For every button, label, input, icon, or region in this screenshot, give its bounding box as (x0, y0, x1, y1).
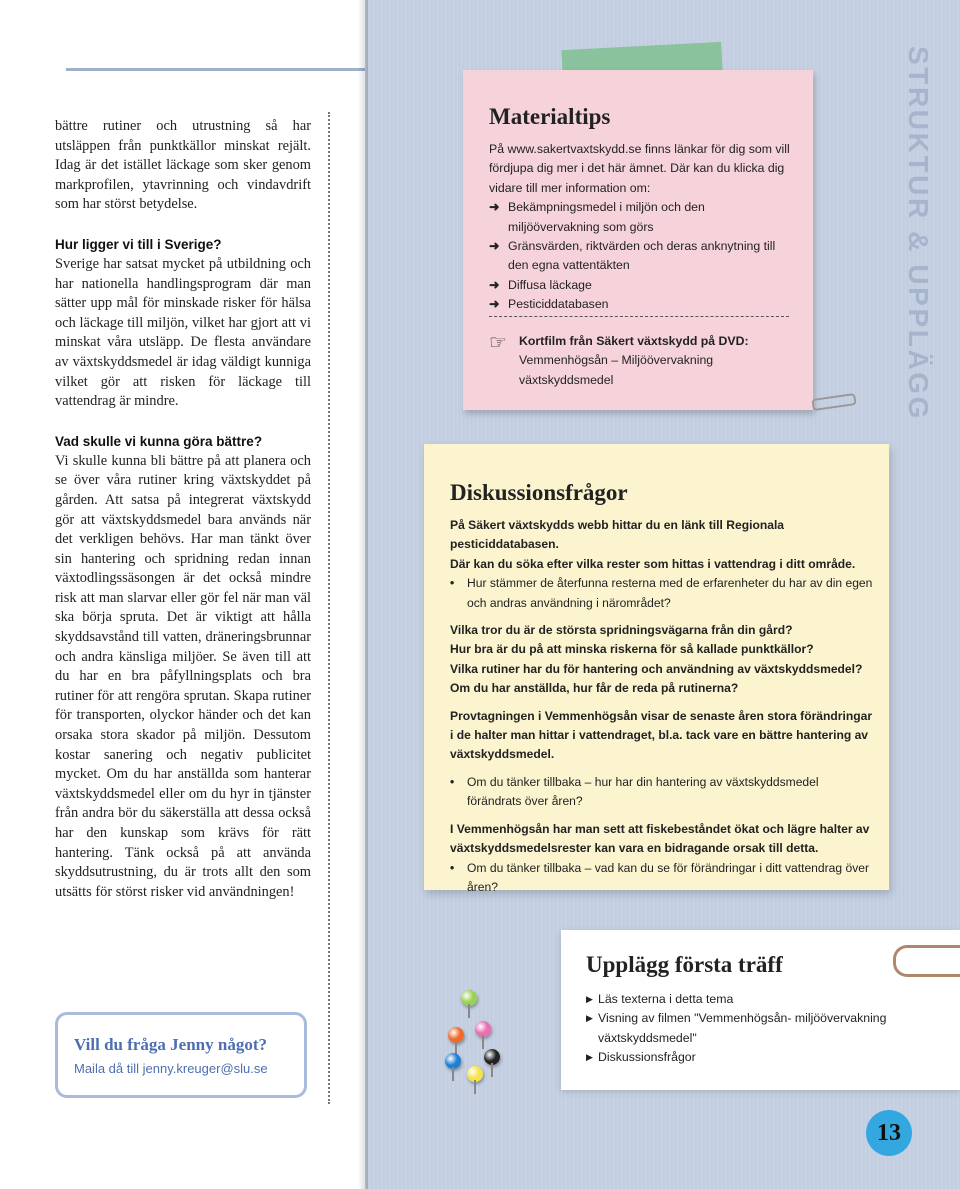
materialtips-note (463, 70, 813, 410)
dashed-divider (489, 316, 789, 317)
heading-improve: Vad skulle vi kunna göra bättre? (55, 433, 263, 449)
arrow-icon: ➜ (489, 277, 500, 292)
paragraph-3: Vi skulle kunna bli bättre på att planera och se över våra rutiner kring växtskyddet på gården. Att satsa på integrerat växtskydd gör att växtskyddsmedel bara används när det verkligen behövs. Har man tänkt över sin hantering och spridning redan innan växtodlingssäsongen är det också mindre risk att man slarvar eller gör fel när man väl ska börja spruta. Det är viktigt att hålla skyddsavstånd till vatten, dräneringsbrunnar och andra känsliga miljöer. Se även till att du har en bra påfyllningsplats och bra rutiner för att rengöra sprutan. Skapa rutiner för transporten, olyckor händer och det kan orsaka stora skador på miljön. Dessutom kostar sanering och negativ publicitet mycket. Om du har anställda som hanterar växtskyddsmedel eller om du hyr in tjänster från andra bör du säkerställa att dessa också har den kunskap som krävs för rätt hantering. Tänk också på att använda skyddsutrustning, du är trots allt den som utsätts för störst risker vid användningen! (55, 452, 311, 900)
materialtips-body (489, 140, 799, 315)
materialtips-item: ➜ Diffusa läckage (489, 276, 799, 295)
paperclip-icon (893, 945, 960, 977)
section-title (878, 46, 938, 436)
contact-box (55, 1012, 307, 1098)
discussion-intro-2: Där kan du söka efter vilka rester som hittas i vattendrag i ditt område. (450, 556, 856, 571)
dvd-title: Vemmenhögsån – Miljöövervakning växtskyddsmedel (519, 353, 714, 387)
discussion-bullet: • Om du tänker tillbaka – hur har din hantering av växtskyddsmedel förändrats över åren? (450, 773, 875, 812)
top-rule (66, 68, 365, 71)
page-fold-shadow (358, 0, 368, 1189)
pointing-hand-icon: ☞ (489, 332, 507, 354)
push-pin-icon (484, 1049, 500, 1065)
heading-sweden: Hur ligger vi till i Sverige? (55, 236, 222, 252)
bullet-icon: • (450, 576, 455, 591)
left-page (0, 0, 365, 1189)
dvd-label: Kortfilm från Säkert växtskydd på DVD: (519, 334, 749, 348)
materialtips-item: ➜ Pesticiddatabasen (489, 295, 799, 314)
arrow-icon: ➜ (489, 297, 500, 312)
push-pin-icon (475, 1021, 491, 1037)
question-1: Vilka tror du är de största spridningsvägarna från din gård? (450, 623, 793, 638)
triangle-icon: ▶ (586, 1013, 593, 1024)
article-text (55, 117, 311, 902)
upplagg-list (586, 990, 926, 1068)
push-pin-icon (461, 990, 477, 1006)
discussion-title: Diskussionsfrågor (450, 480, 628, 505)
paragraph-1: bättre rutiner och utrustning så har utsläppen från punktkällor minskat rejält. Idag är det istället läckage som sker genom markprofilen, ytavrinning och vindavdrift som har störst betydelse. (55, 118, 311, 213)
question-2: Hur bra är du på att minska riskerna för så kallade punktkällor? (450, 642, 814, 657)
arrow-icon: ➜ (489, 200, 500, 215)
materialtips-intro: På www.sakertvaxtskydd.se finns länkar för dig som vill fördjupa dig mer i det här ämnet. Där kan du klicka dig vidare till mer information om: (489, 142, 790, 195)
section-title-text: STRUKTUR & UPPLÄGG (903, 46, 934, 422)
discussion-bullet: • Hur stämmer de återfunna resterna med de erfarenheter du har av din egen och andras användning i närområdet? (450, 574, 875, 613)
triangle-icon: ▶ (586, 1052, 593, 1063)
dvd-info (489, 332, 799, 390)
discussion-paragraph-3: I Vemmenhögsån har man sett att fiskebeståndet ökat och lägre halter av växtskyddsmedelsrester kan vara en bidragande orsak till detta. (450, 821, 870, 856)
question-4: Om du har anställda, hur får de reda på rutinerna? (450, 681, 739, 696)
upplagg-item: ▶ Diskussionsfrågor (586, 1048, 926, 1067)
discussion-intro-1: På Säkert växtskydds webb hittar du en länk till Regionala pesticiddatabasen. (450, 518, 785, 552)
paragraph-2: Sverige har satsat mycket på utbildning och har nationella handlingsprogram där man sätter upp mål för minskade risker för hälsa och läckage till miljön, vilket har gjort att vi minskat våra utsläpp. De flesta användare av växtskyddsmedel är idag väldigt kunniga vilket gör att risken för läckage till vattendrag är mindre. (55, 255, 311, 410)
push-pin-icon (467, 1066, 483, 1082)
question-3: Vilka rutiner har du för hantering och användning av växtskyddsmedel? (450, 661, 863, 676)
contact-title: Vill du fråga Jenny något? (74, 1035, 268, 1054)
upplagg-title: Upplägg första träff (586, 952, 783, 977)
page-number: 13 (866, 1110, 912, 1156)
discussion-body (450, 516, 875, 897)
upplagg-item: ▶ Läs texterna i detta tema (586, 990, 926, 1009)
push-pin-icon (448, 1027, 464, 1043)
discussion-paragraph-2: Provtagningen i Vemmenhögsån visar de senaste åren stora förändringar i de halter man hittar i vattendraget, bl.a. tack vare en bättre hantering av växtskyddsmedel. (450, 708, 873, 762)
upplagg-item: ▶ Visning av filmen "Vemmenhögsån- miljöövervakning växtskyddsmedel" (586, 1009, 926, 1048)
contact-email-line[interactable]: Maila då till jenny.kreuger@slu.se (74, 1061, 268, 1076)
discussion-bullet: • Om du tänker tillbaka – vad kan du se för förändringar i ditt vattendrag över åren? (450, 859, 875, 898)
push-pin-icon (445, 1053, 461, 1069)
materialtips-title: Materialtips (489, 104, 611, 129)
bullet-icon: • (450, 860, 455, 875)
bullet-icon: • (450, 774, 455, 789)
materialtips-item: ➜ Bekämpningsmedel i miljön och den miljöövervakning som görs (489, 198, 799, 237)
column-divider (328, 112, 330, 1104)
materialtips-item: ➜ Gränsvärden, riktvärden och deras anknytning till den egna vattentäkten (489, 237, 799, 276)
arrow-icon: ➜ (489, 239, 500, 254)
triangle-icon: ▶ (586, 994, 593, 1004)
discussion-note (424, 444, 889, 894)
